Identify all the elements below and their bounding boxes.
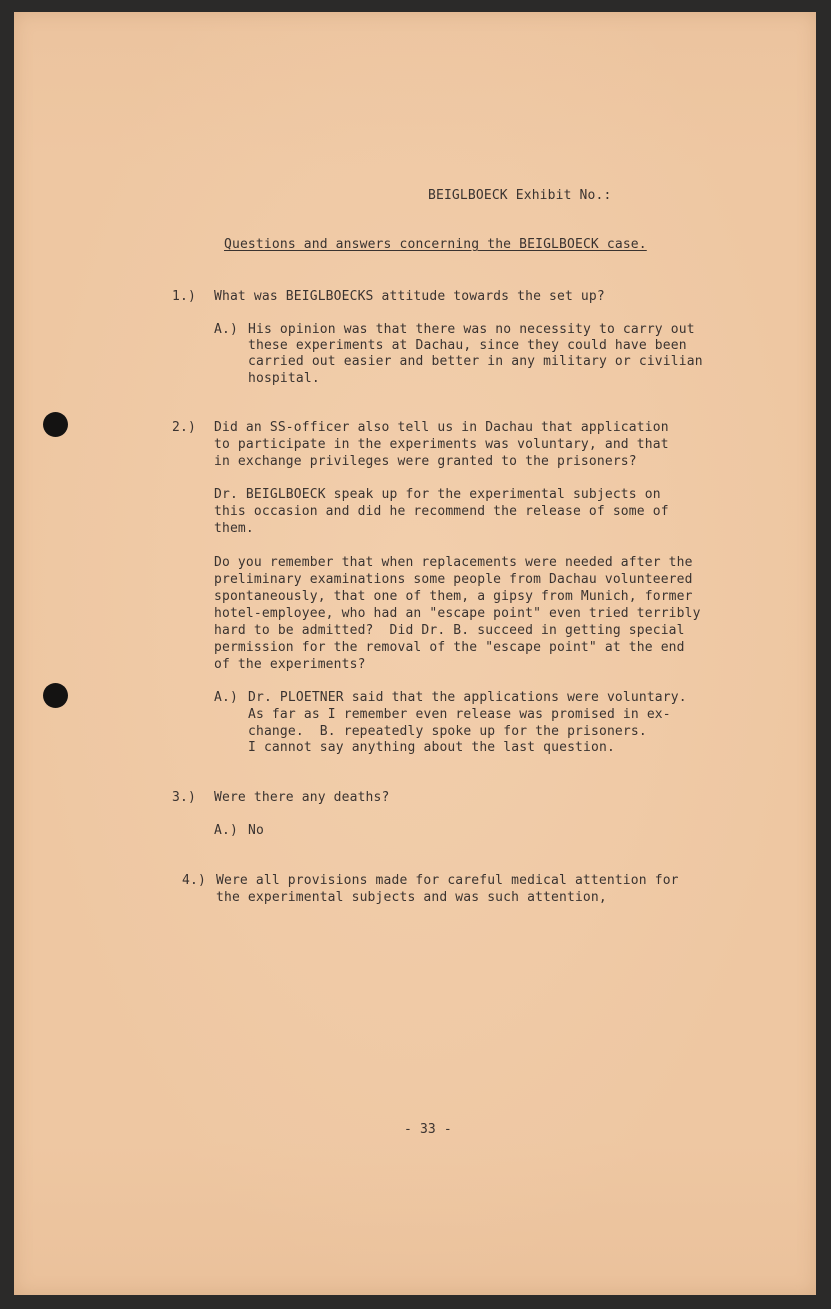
answer-1-label: A.) xyxy=(214,322,238,337)
question-3-line-1: Were there any deaths? xyxy=(214,790,390,805)
answer-1-line-1: His opinion was that there was no necessity to carry out xyxy=(248,322,695,337)
page-number: - 33 - xyxy=(404,1122,452,1137)
answer-2-label: A.) xyxy=(214,690,238,705)
question-4-line-2: the experimental subjects and was such attention, xyxy=(216,890,607,905)
punch-hole-top xyxy=(43,412,68,437)
question-2-line-2: to participate in the experiments was voluntary, and that xyxy=(214,437,669,452)
answer-3-label: A.) xyxy=(214,823,238,838)
answer-1-line-4: hospital. xyxy=(248,371,320,386)
question-2b-line-1: Dr. BEIGLBOECK speak up for the experimental subjects on xyxy=(214,487,661,502)
question-2-line-1: Did an SS-officer also tell us in Dachau that application xyxy=(214,420,669,435)
question-2c-line-6: permission for the removal of the "escape point" at the end xyxy=(214,640,685,655)
question-2c-line-3: spontaneously, that one of them, a gipsy from Munich, former xyxy=(214,589,693,604)
question-2-line-3: in exchange privileges were granted to the prisoners? xyxy=(214,454,637,469)
exhibit-label: BEIGLBOECK Exhibit No.: xyxy=(428,188,612,203)
question-2c-line-4: hotel-employee, who had an "escape point" even tried terribly xyxy=(214,606,701,621)
answer-2-line-3: change. B. repeatedly spoke up for the prisoners. xyxy=(248,724,647,739)
question-1-line-1: What was BEIGLBOECKS attitude towards the set up? xyxy=(214,289,605,304)
question-1-number: 1.) xyxy=(172,289,196,304)
question-4-number: 4.) xyxy=(182,873,206,888)
answer-3-line-1: No xyxy=(248,823,264,838)
question-2-number: 2.) xyxy=(172,420,196,435)
question-2c-line-1: Do you remember that when replacements were needed after the xyxy=(214,555,693,570)
answer-2-line-1: Dr. PLOETNER said that the applications were voluntary. xyxy=(248,690,687,705)
question-2b-line-2: this occasion and did he recommend the release of some of xyxy=(214,504,669,519)
question-2b-line-3: them. xyxy=(214,521,254,536)
answer-2-line-2: As far as I remember even release was promised in ex- xyxy=(248,707,671,722)
answer-1-line-3: carried out easier and better in any military or civilian xyxy=(248,354,703,369)
question-2c-line-7: of the experiments? xyxy=(214,657,366,672)
question-2c-line-5: hard to be admitted? Did Dr. B. succeed in getting special xyxy=(214,623,685,638)
question-3-number: 3.) xyxy=(172,790,196,805)
question-2c-line-2: preliminary examinations some people from Dachau volunteered xyxy=(214,572,693,587)
page-heading: Questions and answers concerning the BEIGLBOECK case. xyxy=(224,237,647,252)
answer-2-line-4: I cannot say anything about the last question. xyxy=(248,740,615,755)
answer-1-line-2: these experiments at Dachau, since they could have been xyxy=(248,338,687,353)
punch-hole-bottom xyxy=(43,683,68,708)
question-4-line-1: Were all provisions made for careful medical attention for xyxy=(216,873,679,888)
document-page xyxy=(14,12,816,1295)
